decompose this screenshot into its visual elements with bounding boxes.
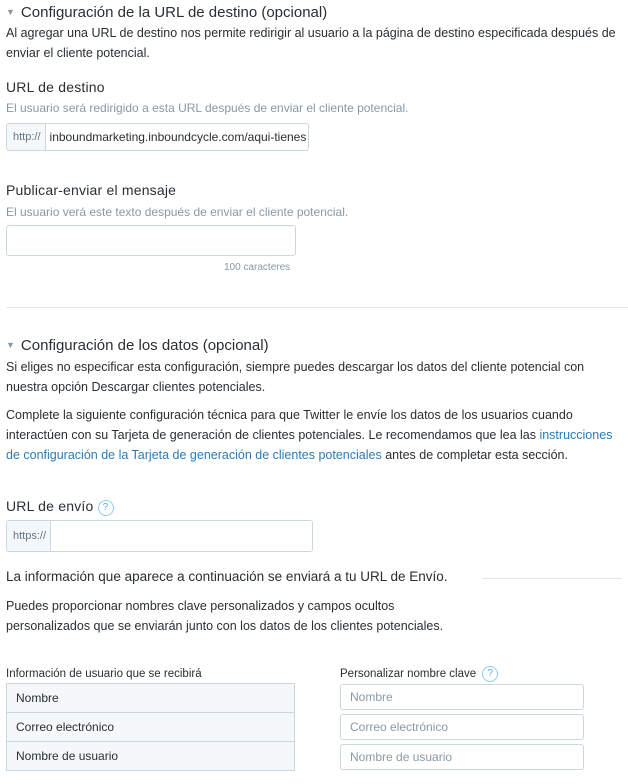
data-description-1: Si eliges no especificar esta configuración, siempre puedes descargar los datos del cliente potencial con nuestra opción Descargar clientes potenciales. <box>6 360 585 394</box>
info-description: Puedes proporcionar nombres clave personalizados y campos ocultos personalizados que se enviarán junto con los datos de los clientes potenciales. <box>6 599 444 633</box>
data-description-2-pre: Complete la siguiente configuración técnica para que Twitter le envíe los datos de los usuarios cuando interactúen con su Tarjeta de generación de clientes potenciales. Le recomendamos que lea las <box>6 408 573 442</box>
data-description-2 <box>6 405 618 465</box>
destination-url-prefix: http:// <box>6 123 45 151</box>
submit-url-prefix: https:// <box>6 520 50 552</box>
post-submit-help: El usuario verá este texto después de enviar el cliente potencial. <box>6 205 349 219</box>
custom-key-header: Personalizar nombre clave <box>340 668 477 680</box>
data-section-title[interactable] <box>6 337 269 354</box>
data-section-title-text: Configuración de los datos (opcional) <box>20 337 269 354</box>
table-row: Correo electrónico <box>6 712 295 742</box>
destination-section-title[interactable] <box>6 4 327 21</box>
custom-key-header-row <box>340 666 498 682</box>
data-description-2-post: antes de completar esta sección. <box>381 448 568 462</box>
custom-key-input-username[interactable]: Nombre de usuario <box>340 744 584 770</box>
help-question-icon[interactable]: ? <box>98 500 114 516</box>
destination-description: Al agregar una URL de destino nos permite redirigir al usuario a la página de destino especificada después de enviar el cliente potencial. <box>6 26 616 60</box>
submit-url-label-row <box>6 498 114 516</box>
destination-url-help: El usuario será redirigido a esta URL después de enviar el cliente potencial. <box>6 101 409 115</box>
custom-key-input-name[interactable]: Nombre <box>340 684 584 710</box>
submit-url-input[interactable] <box>50 520 313 552</box>
destination-url-group <box>6 123 309 151</box>
user-info-header: Información de usuario que se recibirá <box>6 668 202 680</box>
char-limit-counter: 100 caracteres <box>224 262 291 273</box>
table-row: Nombre de usuario <box>6 741 295 771</box>
destination-url-label: URL de destino <box>6 79 105 95</box>
destination-section-title-text: Configuración de la URL de destino (opcional) <box>20 4 328 21</box>
post-submit-input[interactable] <box>6 225 296 256</box>
submit-url-label: URL de envío <box>6 498 94 514</box>
setup-instructions-link[interactable]: instrucciones de configuración de la Tarjeta de generación de clientes potenciales <box>6 428 613 462</box>
info-heading: La información que aparece a continuación se enviará a tu URL de Envío. <box>6 569 448 584</box>
help-question-icon[interactable]: ? <box>482 666 498 682</box>
destination-url-input[interactable]: inboundmarketing.inboundcycle.com/aqui-tienes <box>45 123 309 151</box>
submit-url-group <box>6 520 313 552</box>
custom-key-input-email[interactable]: Correo electrónico <box>340 714 584 740</box>
table-row: Nombre <box>6 683 295 713</box>
post-submit-label: Publicar-enviar el mensaje <box>6 182 177 198</box>
collapse-triangle-icon[interactable]: ▼ <box>6 7 15 17</box>
collapse-triangle-icon[interactable]: ▼ <box>6 340 15 350</box>
info-heading-rule <box>482 578 622 579</box>
section-divider <box>6 307 628 308</box>
